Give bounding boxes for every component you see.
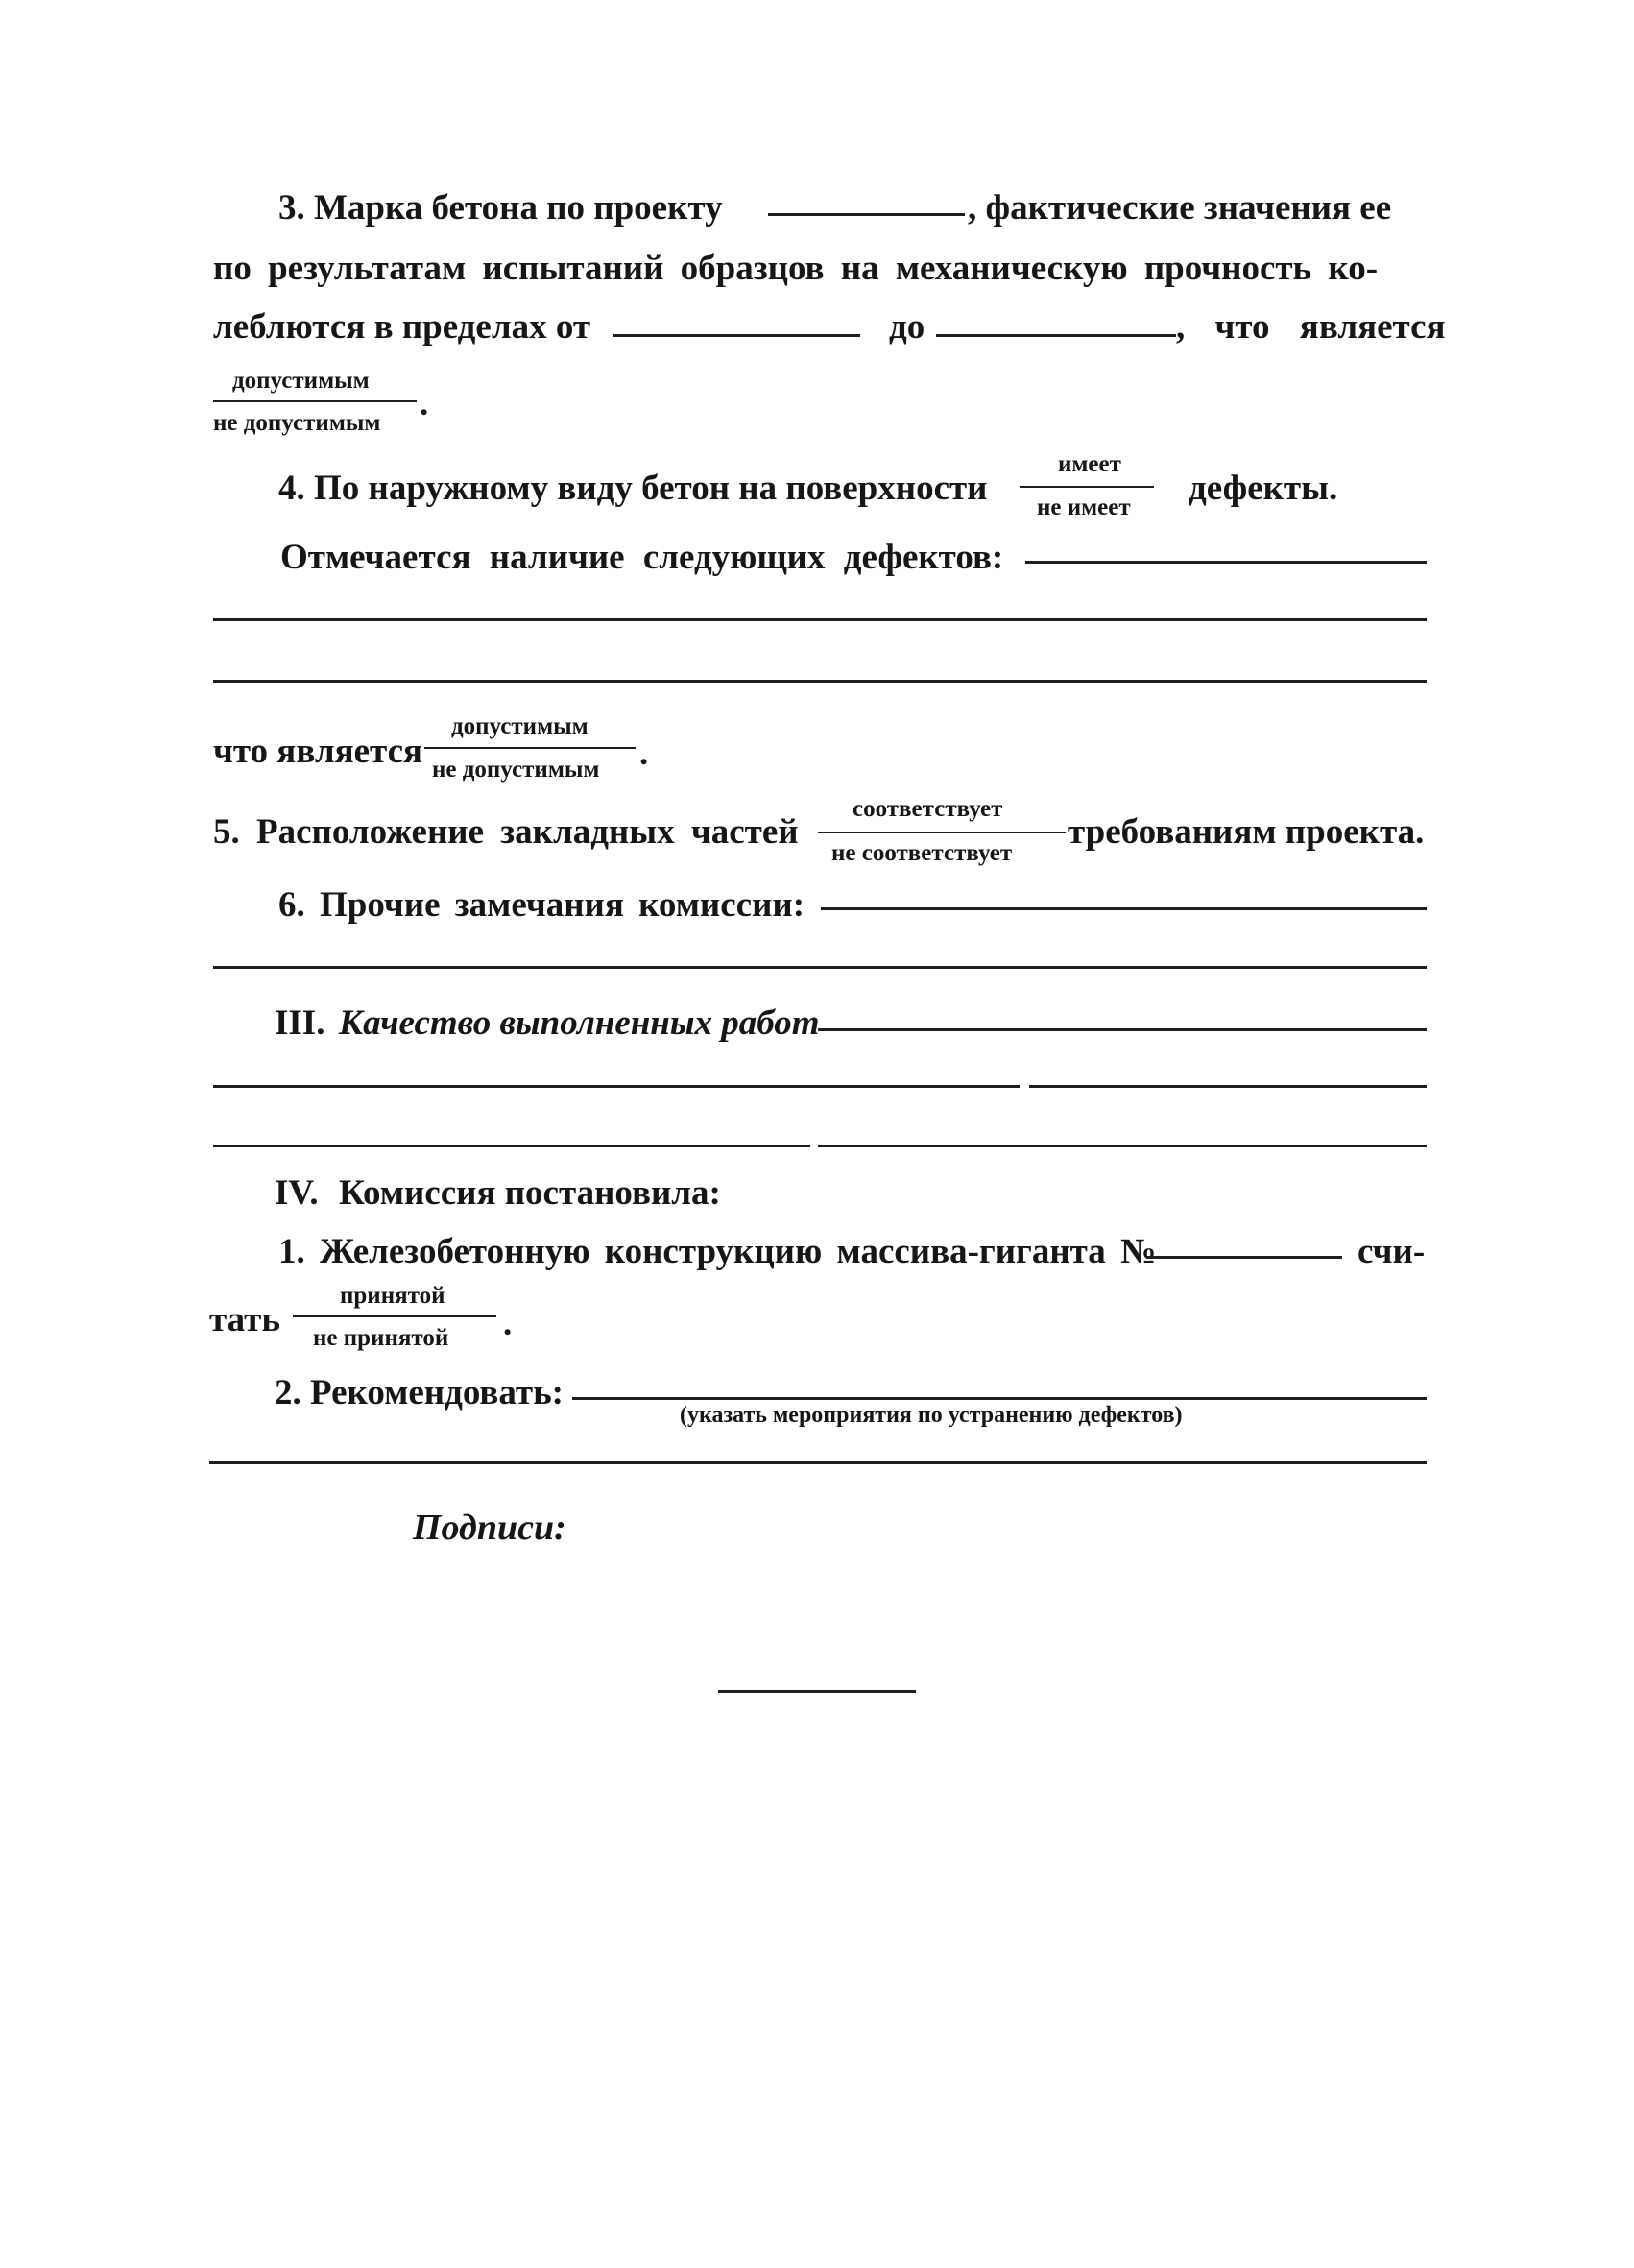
resolution1-text: 1. Железобетонную конструкцию массива-гиганта № — [278, 1232, 1157, 1271]
item4-suffix: дефекты. — [1189, 469, 1338, 508]
defects-field-3[interactable] — [213, 680, 1427, 683]
item3-text-e: , что является — [1176, 307, 1446, 347]
item3-fraction-bar — [213, 400, 417, 402]
resolution1-dot: . — [503, 1304, 513, 1343]
item3-line2: по результатам испытаний образцов на механическую прочность ко- — [213, 249, 1379, 288]
resolution2-text: 2. Рекомендовать: — [275, 1373, 564, 1412]
massif-number-field[interactable] — [1146, 1256, 1342, 1259]
item4-concl-bottom: не допустимым — [432, 757, 600, 783]
item3-text-d: до — [889, 307, 925, 347]
resolution1-fraction-bottom: не принятой — [313, 1325, 449, 1351]
section4-number: IV. — [275, 1173, 319, 1213]
work-quality-field-3a[interactable] — [213, 1145, 810, 1147]
item4-conclusion: что является — [213, 732, 423, 771]
item5-fraction-top: соответствует — [853, 796, 1003, 822]
defects-field-2[interactable] — [213, 618, 1427, 621]
item4-dot: . — [639, 734, 649, 773]
defects-field-1[interactable] — [1025, 561, 1427, 564]
resolution1-prefix: тать — [209, 1300, 280, 1339]
item5-text: 5. Расположение закладных частей — [213, 812, 799, 852]
remarks-field-2[interactable] — [213, 966, 1427, 969]
defects-label: Отмечается наличие следующих дефектов: — [280, 538, 1004, 577]
item3-fraction-bottom: не допустимым — [213, 410, 381, 436]
section3-number: III. — [275, 1003, 325, 1043]
item4-concl-bar — [424, 747, 636, 749]
recommendations-field-1[interactable] — [572, 1397, 1427, 1400]
recommendations-field-2[interactable] — [209, 1461, 1427, 1464]
strength-max-field[interactable] — [936, 334, 1176, 337]
item5-fraction-bottom: не соответствует — [831, 840, 1013, 866]
item3-text-a: 3. Марка бетона по проекту — [278, 188, 723, 228]
item4-fraction-top: имеет — [1058, 451, 1121, 477]
item4-fraction-bottom: не имеет — [1037, 495, 1131, 520]
signatures-label: Подписи: — [413, 1508, 566, 1548]
item6-text: 6. Прочие замечания комиссии: — [278, 885, 805, 925]
resolution1-fraction-top: принятой — [340, 1283, 445, 1309]
recommendations-caption: (указать мероприятия по устранению дефектов) — [680, 1403, 1183, 1428]
item3-text-c: леблются в пределах от — [213, 307, 591, 347]
work-quality-field-2a[interactable] — [213, 1085, 1020, 1088]
work-quality-field-2b[interactable] — [1029, 1085, 1427, 1088]
item3-fraction-top: допустимым — [232, 368, 370, 394]
resolution1-fraction-bar — [293, 1315, 496, 1317]
item3-dot: . — [420, 384, 429, 423]
item4-concl-top: допустимым — [451, 713, 589, 739]
item3-text-b: , фактические значения ее — [968, 188, 1392, 228]
section3-title: Качество выполненных работ — [339, 1003, 820, 1043]
concrete-grade-project-field[interactable] — [768, 213, 965, 216]
work-quality-field-1[interactable] — [818, 1028, 1427, 1031]
remarks-field-1[interactable] — [821, 907, 1427, 910]
strength-min-field[interactable] — [613, 334, 860, 337]
item4-text: 4. По наружному виду бетон на поверхности — [278, 469, 988, 508]
end-divider — [718, 1690, 916, 1693]
resolution1-suffix: счи- — [1358, 1232, 1426, 1271]
item5-fraction-bar — [818, 832, 1066, 833]
item4-fraction-bar — [1020, 486, 1154, 488]
work-quality-field-3b[interactable] — [818, 1145, 1427, 1147]
section4-title: Комиссия постановила: — [339, 1173, 721, 1213]
item5-suffix: требованиям проекта. — [1068, 812, 1425, 852]
